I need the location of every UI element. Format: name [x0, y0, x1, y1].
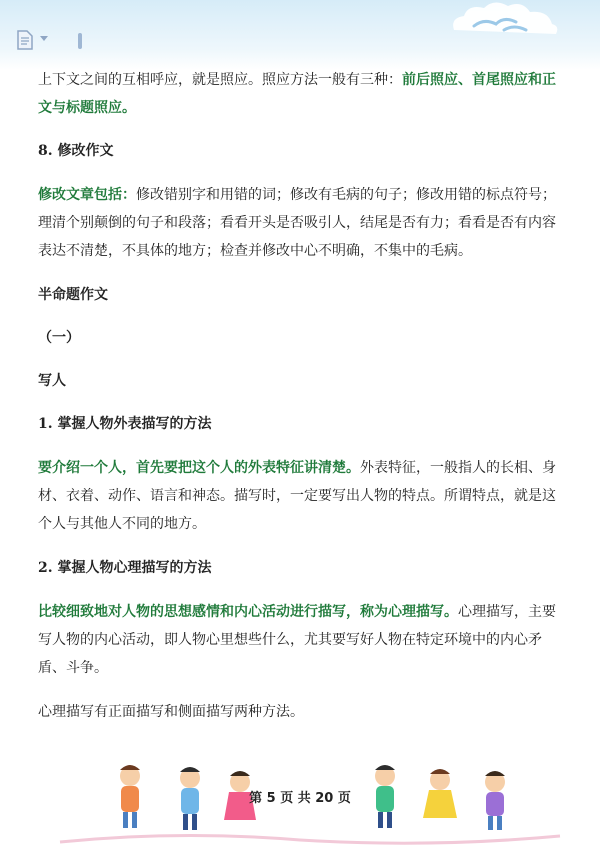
section-heading-half-title: 半命题作文 [38, 287, 108, 303]
paragraph-methods: 心理描写有正面描写和侧面描写两种方法。 [38, 704, 304, 720]
section-heading-part-one: （一） [38, 330, 80, 346]
text-run: 上下文之间的互相呼应，就是照应。照应方法一般有三种： [38, 72, 402, 88]
paragraph-transition [38, 66, 566, 122]
highlight-run: 比较细致地对人物的思想感情和内心活动进行描写，称为心理描写。 [38, 604, 458, 620]
section-heading-psychology: 2. 掌握人物心理描写的方法 [38, 560, 212, 576]
highlight-run: 修改文章包括： [38, 187, 136, 203]
toolbar-divider [78, 33, 82, 49]
document-body [38, 66, 566, 726]
text-run: 外表特征，一般指人的长相、身材、衣着、动作、语言和神态。描写时，一定要写出人物的特点。所谓特点，就是这个人与其他人不同的地方。 [38, 460, 556, 532]
highlight-run: 要介绍一个人，首先要把这个人的外表特征讲清楚。 [38, 460, 360, 476]
paragraph-appearance [38, 454, 566, 538]
paragraph-revise [38, 181, 566, 265]
document-icon[interactable] [16, 30, 34, 50]
text-run: 心理描写，主要写人物的内心活动，即人物心里想些什么，尤其要写好人物在特定环境中的内心矛盾、斗争。 [38, 604, 556, 676]
caret-down-icon[interactable] [40, 36, 48, 41]
highlight-run: 前后照应、首尾照应和正文与标题照应。 [38, 72, 556, 116]
section-heading-revise: 8. 修改作文 [38, 143, 114, 159]
section-heading-write-person: 写人 [38, 373, 66, 389]
text-run: 修改错别字和用错的词；修改有毛病的句子；修改用错的标点符号；理清个别颠倒的句子和段落；看看开头是否吸引人，结尾是否有力；看看是否有内容表达不清楚，不具体的地方；检查并修改中心不明确，不集中的毛病。 [38, 187, 556, 259]
paragraph-psychology [38, 598, 566, 682]
section-heading-appearance: 1. 掌握人物外表描写的方法 [38, 416, 212, 432]
page-number: 第 5 页 共 20 页 [249, 791, 351, 806]
cloud-icon [444, 0, 564, 38]
